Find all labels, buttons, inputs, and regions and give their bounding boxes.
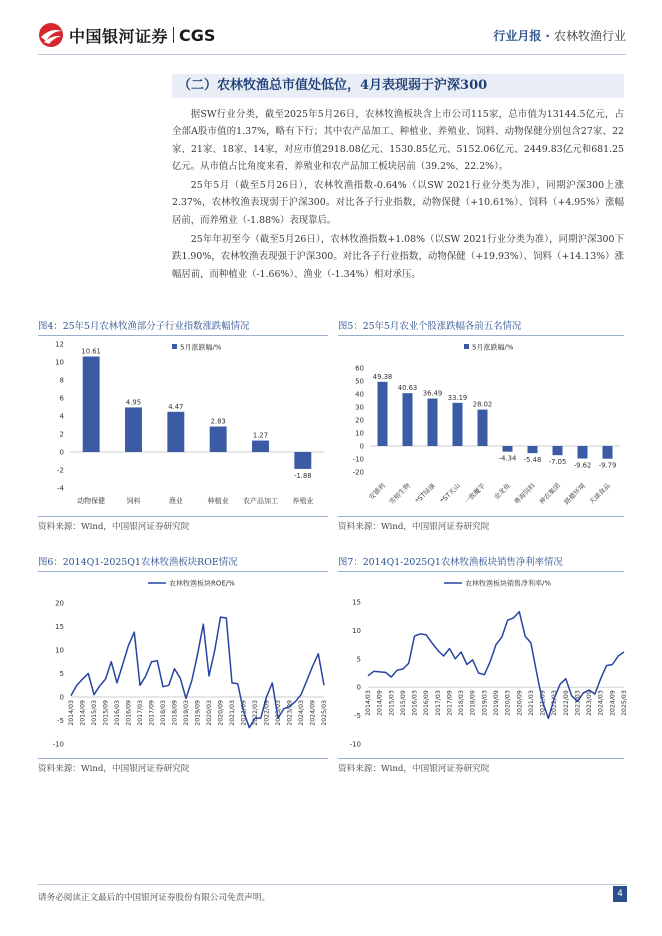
fig6-xtick-12: 2020/03 bbox=[206, 700, 213, 726]
fig5-bar-2 bbox=[428, 399, 438, 446]
fig6-xtick-10: 2019/03 bbox=[183, 700, 190, 726]
fig5-value-label-6: -5.48 bbox=[523, 456, 542, 465]
fig4-bar-0 bbox=[83, 357, 100, 452]
fig7-xtick-7: 2017/09 bbox=[446, 690, 454, 716]
fig5-ytick-6: 40 bbox=[355, 390, 364, 399]
fig5-legend-label: 5月涨跌幅/% bbox=[472, 343, 514, 352]
paragraph-3: 25年年初至今（截至5月26日），农林牧渔指数+1.08%（以SW 2021行业分类为准），同期沪深300下跌1.90%，农林牧渔表现强于沪深300。对比各子行业指数，动物保健（+19.93%）、饲料（+14.13%）涨幅居前，而种植业（-1.66%）、渔业（-1.34%）相对承压。 bbox=[172, 234, 624, 280]
paragraph-1: 据SW行业分类，截至2025年5月26日，农林牧渔板块含上市公司115家，总市值为13144.5亿元，占全部A股市值的1.37%，略有下行；其中农产品加工、种植业、养殖业、饲料、动物保健分别包含27家、22家、21家、18家、14家，对应市值2918.08亿元、1530.85亿元、5152.06亿元、2449.83亿元和681.25亿元。从市值占比角度来看，养殖业和农产品加工板块居前（39.2%、22.2%）。 bbox=[172, 109, 624, 172]
fig4-value-label-0: 10.61 bbox=[81, 347, 101, 356]
fig7-xtick-5: 2016/09 bbox=[423, 690, 431, 716]
fig5-ytick-2: 0 bbox=[359, 442, 364, 451]
fig5-value-label-4: 28.02 bbox=[472, 400, 493, 409]
fig5-bar-6 bbox=[528, 446, 538, 453]
fig7-xtick-8: 2018/03 bbox=[458, 690, 466, 716]
fig4-ytick-0: -4 bbox=[57, 484, 64, 493]
fig4-legend-swatch bbox=[172, 344, 177, 349]
fig6-xtick-3: 2015/09 bbox=[102, 700, 110, 726]
fig6-xtick-20: 2024/03 bbox=[298, 700, 305, 726]
fig6-xtick-0: 2014/03 bbox=[68, 700, 75, 726]
fig5-bar-3 bbox=[453, 403, 463, 446]
fig6-xtick-13: 2020/09 bbox=[217, 700, 225, 726]
fig4-value-label-5: -1.88 bbox=[294, 471, 312, 480]
fig6-ytick-2: 0 bbox=[59, 693, 64, 702]
fig5-ytick-3: 10 bbox=[355, 429, 364, 438]
fig4-bar-5 bbox=[294, 452, 311, 469]
fig7-xtick-14: 2021/03 bbox=[527, 690, 535, 716]
fig5-legend-swatch bbox=[464, 344, 469, 349]
fig5-category-5: 金龙鱼 bbox=[492, 481, 512, 502]
page-number: 4 bbox=[613, 886, 627, 902]
fig4-category-5: 养殖业 bbox=[292, 497, 314, 505]
fig6-ytick-3: 5 bbox=[59, 670, 64, 678]
fig5-value-label-7: -7.05 bbox=[548, 458, 567, 467]
fig5-category-8: 路德环境 bbox=[562, 481, 587, 507]
fig5-ytick-1: -10 bbox=[352, 455, 364, 464]
page-header bbox=[0, 0, 662, 62]
fig7-xtick-3: 2015/09 bbox=[399, 690, 407, 716]
fig6-xtick-8: 2018/03 bbox=[160, 700, 167, 726]
fig5-value-label-0: 49.38 bbox=[372, 372, 393, 381]
fig5-bar-7 bbox=[553, 446, 563, 455]
fig7-ytick-0: -10 bbox=[349, 740, 361, 749]
fig5-category-4: 一致魔芋 bbox=[462, 481, 487, 507]
fig4-ytick-2: 0 bbox=[59, 448, 64, 457]
fig6-xtick-15: 2021/09 bbox=[240, 700, 248, 726]
fig7-source: 资料来源：Wind，中国银河证券研究院 bbox=[338, 758, 624, 774]
fig7-xtick-18: 2023/03 bbox=[574, 690, 582, 716]
fig7-xtick-21: 2024/09 bbox=[609, 690, 617, 716]
fig7-xtick-10: 2019/03 bbox=[481, 690, 489, 716]
fig5-bar-0 bbox=[378, 382, 388, 446]
fig5-ytick-0: -20 bbox=[352, 468, 364, 477]
fig5-bar-5 bbox=[503, 446, 513, 452]
section-title: （二）农林牧渔总市值处低位，4月表现弱于沪深300 bbox=[172, 74, 624, 98]
fig4-category-2: 渔业 bbox=[168, 497, 183, 505]
fig5-ytick-4: 20 bbox=[355, 416, 364, 425]
fig6-xtick-17: 2022/09 bbox=[263, 700, 271, 726]
fig4-category-0: 动物保健 bbox=[77, 497, 106, 505]
fig7-xtick-1: 2014/09 bbox=[376, 690, 384, 716]
fig7-xtick-4: 2016/03 bbox=[411, 690, 419, 716]
body-text bbox=[172, 106, 624, 285]
fig5-value-label-1: 40.63 bbox=[397, 384, 418, 393]
fig6-xtick-21: 2024/09 bbox=[309, 700, 317, 726]
fig5-value-label-9: -9.79 bbox=[598, 461, 617, 470]
fig6-xtick-5: 2016/09 bbox=[125, 700, 133, 726]
fig5-chart bbox=[338, 336, 626, 516]
fig6-xtick-9: 2018/09 bbox=[171, 700, 179, 726]
header-report-info bbox=[493, 27, 626, 44]
header-dot: · bbox=[545, 29, 550, 43]
fig7-xtick-13: 2020/09 bbox=[516, 690, 524, 716]
fig4-bar-4 bbox=[252, 441, 269, 452]
fig6-ytick-5: 15 bbox=[55, 623, 64, 631]
logo-separator bbox=[173, 27, 174, 43]
logo-english-name: CGS bbox=[179, 25, 216, 45]
paragraph-2: 25年5月（截至5月26日），农林牧渔指数-0.64%（以SW 2021行业分类为准），同期沪深300上涨2.37%，农林牧渔表现弱于沪深300。对比各子行业指数，动物保健（+10.61%）、饲料（+4.95%）涨幅居前，而养殖业（-1.88%）表现靠后。 bbox=[172, 180, 624, 226]
fig4-value-label-4: 1.27 bbox=[252, 431, 269, 440]
fig7-title: 图7：2014Q1-2025Q1农林牧渔板块销售净利率情况 bbox=[338, 554, 624, 572]
fig6-xtick-2: 2015/03 bbox=[91, 700, 98, 726]
fig6-xtick-4: 2016/03 bbox=[114, 700, 121, 726]
fig5-category-3: *ST天山 bbox=[438, 481, 462, 505]
fig4-legend-label: 5月涨跌幅/% bbox=[180, 343, 222, 352]
fig6-xtick-16: 2022/03 bbox=[252, 700, 259, 726]
fig6-xtick-7: 2017/09 bbox=[148, 700, 156, 726]
fig7-xtick-11: 2019/09 bbox=[493, 690, 500, 716]
fig5-title: 图5：25年5月农业个股涨跌幅各前五名情况 bbox=[338, 318, 624, 336]
fig7-xtick-12: 2020/03 bbox=[504, 690, 512, 716]
industry-name: 农林牧渔行业 bbox=[553, 29, 626, 43]
fig7-ytick-2: 0 bbox=[356, 683, 361, 692]
fig6-ytick-1: -5 bbox=[57, 717, 64, 725]
fig4-bar-1 bbox=[125, 407, 142, 452]
fig5-category-7: 神农集团 bbox=[537, 481, 562, 507]
fig4-value-label-1: 4.95 bbox=[125, 398, 142, 407]
galaxy-logo-icon bbox=[38, 22, 64, 48]
fig5-value-label-2: 36.49 bbox=[422, 389, 443, 398]
fig7-xtick-15: 2021/09 bbox=[539, 690, 547, 716]
fig4-category-3: 种植业 bbox=[207, 497, 229, 505]
fig6-xtick-14: 2021/03 bbox=[229, 700, 236, 726]
fig5-bar-1 bbox=[403, 393, 413, 446]
fig5-value-label-3: 33.19 bbox=[447, 393, 468, 402]
footer-divider bbox=[38, 884, 626, 885]
fig7-xtick-6: 2017/03 bbox=[434, 690, 442, 716]
fig5-value-label-5: -4.34 bbox=[498, 454, 517, 463]
fig5-ytick-8: 60 bbox=[355, 364, 364, 373]
fig5-bar-4 bbox=[478, 410, 488, 446]
fig4-ytick-3: 2 bbox=[59, 430, 64, 439]
fig4-ytick-4: 4 bbox=[59, 412, 64, 421]
fig5-category-1: 雪榕生物 bbox=[387, 481, 412, 507]
logo-chinese-name: 中国银河证券 bbox=[69, 26, 169, 46]
fig5-value-label-8: -9.62 bbox=[573, 461, 592, 470]
report-type: 行业月报 bbox=[493, 29, 542, 43]
fig6-xtick-1: 2014/09 bbox=[79, 700, 87, 726]
fig6-ytick-4: 10 bbox=[55, 646, 64, 655]
fig4-source: 资料来源：Wind，中国银河证券研究院 bbox=[38, 516, 328, 532]
fig5-category-2: *ST绿康 bbox=[413, 481, 437, 505]
fig4-ytick-5: 6 bbox=[59, 394, 64, 403]
fig6-xtick-11: 2019/09 bbox=[194, 700, 202, 726]
fig7-legend-label: 农林牧渔板块销售净利率/% bbox=[465, 579, 552, 588]
fig6-source: 资料来源：Wind，中国银河证券研究院 bbox=[38, 758, 328, 774]
fig4-ytick-7: 10 bbox=[55, 358, 64, 367]
fig6-xtick-19: 2023/09 bbox=[286, 700, 294, 726]
fig5-category-9: 天康食品 bbox=[587, 481, 612, 507]
fig7-ytick-4: 10 bbox=[352, 626, 361, 635]
fig4-chart bbox=[38, 336, 330, 516]
fig4-ytick-1: -2 bbox=[57, 466, 64, 475]
fig6-legend-label: 农林牧渔板块ROE/% bbox=[169, 579, 235, 588]
fig5-ytick-5: 30 bbox=[355, 403, 364, 412]
fig6-xtick-18: 2023/03 bbox=[275, 700, 282, 726]
fig7-xtick-16: 2022/03 bbox=[551, 690, 559, 716]
fig4-ytick-6: 8 bbox=[59, 376, 64, 385]
fig5-ytick-7: 50 bbox=[355, 377, 364, 386]
fig7-ytick-1: -5 bbox=[354, 712, 361, 721]
fig4-value-label-2: 4.47 bbox=[168, 402, 184, 411]
fig4-title: 图4：25年5月农林牧渔部分子行业指数涨跌幅情况 bbox=[38, 318, 328, 336]
fig7-xtick-17: 2022/09 bbox=[562, 690, 570, 716]
fig4-bar-3 bbox=[210, 427, 227, 452]
fig5-category-6: 粤海饲料 bbox=[512, 481, 537, 507]
fig7-ytick-3: 5 bbox=[356, 655, 361, 664]
fig4-category-4: 农产品加工 bbox=[243, 497, 278, 505]
company-logo bbox=[38, 22, 215, 48]
fig6-xtick-22: 2025/03 bbox=[321, 700, 328, 726]
fig7-ytick-5: 15 bbox=[352, 598, 361, 607]
fig7-xtick-9: 2018/09 bbox=[469, 690, 477, 716]
header-divider bbox=[38, 54, 626, 55]
fig5-bar-9 bbox=[603, 446, 613, 459]
fig4-ytick-8: 12 bbox=[55, 340, 64, 349]
fig7-xtick-20: 2024/03 bbox=[597, 690, 605, 716]
fig5-source: 资料来源：Wind，中国银河证券研究院 bbox=[338, 516, 624, 532]
fig7-xtick-22: 2025/03 bbox=[621, 690, 628, 716]
fig4-value-label-3: 2.83 bbox=[210, 417, 226, 426]
footer-disclaimer: 请务必阅读正文最后的中国银河证券股份有限公司免责声明。 bbox=[38, 893, 271, 903]
fig7-chart bbox=[338, 572, 626, 756]
fig5-category-0: 安德利 bbox=[367, 481, 387, 502]
fig7-xtick-19: 2023/09 bbox=[586, 690, 594, 716]
fig7-xtick-2: 2015/03 bbox=[388, 690, 396, 716]
fig5-bar-8 bbox=[578, 446, 588, 459]
fig6-chart bbox=[38, 572, 330, 756]
fig7-xtick-0: 2014/03 bbox=[365, 690, 372, 716]
fig6-xtick-6: 2017/03 bbox=[137, 700, 144, 726]
fig6-title: 图6：2014Q1-2025Q1农林牧渔板块ROE情况 bbox=[38, 554, 328, 572]
fig4-bar-2 bbox=[167, 412, 184, 452]
fig6-ytick-6: 20 bbox=[55, 599, 64, 608]
fig4-category-1: 饲料 bbox=[126, 497, 141, 505]
fig6-ytick-0: -10 bbox=[52, 740, 64, 749]
